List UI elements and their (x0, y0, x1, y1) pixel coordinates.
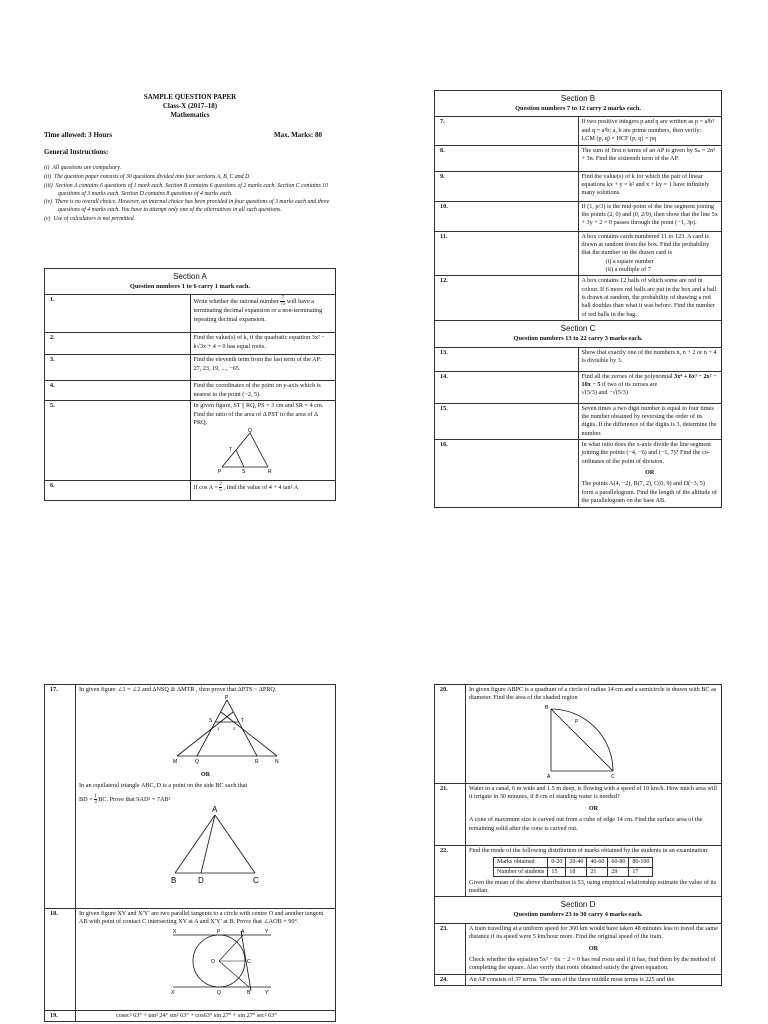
fig-label: M (173, 759, 178, 765)
question-text: If cos A = $\frac{2}{5}$ , find the value of 4 + 4 tan² A (190, 480, 336, 500)
time-allowed: Time allowed: 3 Hours (44, 130, 113, 139)
fig-label: C (611, 773, 615, 779)
fig-label: P (217, 928, 221, 935)
fig-label: 2 (233, 726, 236, 732)
table-row (435, 117, 722, 145)
section-a-table (44, 268, 336, 501)
fig-label: Y′ (265, 989, 270, 995)
section-a-sub: Question numbers 1 to 6 carry 1 mark each. (129, 282, 251, 290)
question-text: Write whether the rational number $\frac{7}{75}$ will have a terminating decimal expansion or a non-terminating repeating decimal expansion. (190, 295, 336, 333)
table-row: Marks obtained 0-20 20-40 40-60 60-80 80-100 (494, 858, 653, 867)
question-text: Show that exactly one of the numbers n, n + 2 or n + 4 is divisible by 3. (578, 347, 722, 371)
question-number: 22. (435, 846, 466, 897)
fraction: $\frac{1}{3}$ (94, 794, 97, 806)
fig-label: D (198, 876, 204, 886)
table-row (435, 923, 722, 974)
question-text: Seven times a two digit number is equal to four times the number obtained by reversing the order of its digits. If the difference of the digits is 3, determine the number. (578, 403, 722, 439)
question-text: cosec² 63° + tan² 24° sin² 63° + cos63° sin 27° + sin 27° sec² 63° (76, 1011, 336, 1022)
page1-left (44, 93, 336, 225)
table-row (435, 276, 722, 321)
table-row (435, 171, 722, 201)
question-number: 2. (45, 333, 191, 355)
instruction: (i) All questions are compulsory. (44, 165, 122, 172)
table-row (45, 685, 336, 909)
question-number: 20. (435, 685, 466, 784)
fig-label: R (255, 759, 259, 765)
table-row (435, 201, 722, 231)
table-row (435, 685, 722, 784)
tangent-circle-figure (167, 927, 277, 995)
max-marks: Max. Marks: 80 (273, 130, 322, 139)
time-marks-row (44, 131, 336, 140)
question-text: If two positive integers p and q are written as p = a²b³ and q = a³b; a, b are prime numbers, then verify: LCM (p, q) × HCF (p, q) = pq (578, 117, 722, 145)
fig-label: C (253, 876, 259, 886)
question-number: 13. (435, 347, 579, 371)
section-a-header (45, 269, 336, 295)
section-b-title: Section B (560, 94, 596, 103)
fig-label: O (211, 958, 215, 965)
fig-label: Q (217, 989, 221, 995)
table-row (45, 1011, 336, 1022)
fig-label: B (171, 876, 177, 886)
table-row (435, 974, 722, 985)
table-row (435, 403, 722, 439)
paper-title: SAMPLE QUESTION PAPER (143, 93, 237, 101)
question-text: Find the coordinates of the point on y-axis which is nearest to the point (−2, 5). (190, 381, 336, 401)
question-text: If (1, p/3) is the mid-point of the line segment joining the points (2, 0) and (0, 2/9), then show that the line 5x + 3y + 2 = 0 passes through the point (−1, 3p). (578, 201, 722, 231)
fig-label-p: P (217, 469, 221, 476)
question-number: 21. (435, 784, 466, 846)
table-row (435, 846, 722, 897)
fraction: $\frac{7}{75}$ (280, 296, 286, 308)
table-row (435, 784, 722, 846)
fig-label-r: R (267, 469, 272, 476)
question-number: 15. (435, 403, 579, 439)
section-d-title: Section D (560, 900, 596, 910)
question-text: The sum of first n terms of an AP is given by Sₙ = 2n² + 3n. Find the sixteenth term of the AP. (578, 145, 722, 171)
fig-label: S (209, 718, 213, 725)
fig-label: N (275, 759, 279, 765)
fig-label: Q (195, 759, 199, 765)
table-row (45, 381, 336, 401)
question-number: 8. (435, 145, 579, 171)
triangle-figure-q17 (167, 694, 287, 764)
table-row: Number of students 15 18 21 29 17 (494, 867, 653, 876)
table-row (45, 333, 336, 355)
table-row (45, 401, 336, 480)
instruction: (ii) The question paper consists of 30 questions divided into four sections A, B, C and D. (44, 173, 251, 180)
question-number: 19. (45, 1011, 76, 1022)
gi-title: General Instructions: (44, 147, 109, 156)
instruction: (iii) Section A contains 6 questions of 1 mark each. Section B contains 6 questions of 2 marks each. Section C contains 10 questions of 3 marks each. Section D contains 8 questions of 4 marks each. (44, 182, 328, 197)
table-row (435, 145, 722, 171)
question-text: Find the value(s) of k for which the pair of linear equations kx + y = k² and x + ky = 1 have infinitely many solutions. (578, 171, 722, 201)
section-c-title: Section C (560, 324, 596, 334)
question-number: 3. (45, 355, 191, 381)
instructions-list (44, 165, 336, 224)
question-number: 24. (435, 974, 466, 985)
section-a-title: Section A (173, 272, 207, 281)
marks-distribution-table (493, 857, 653, 876)
fig-label: A (241, 928, 245, 935)
table-row (435, 231, 722, 276)
fig-label: P (575, 718, 579, 725)
question-number: 14. (435, 371, 579, 403)
fig-label-t: T (228, 447, 232, 454)
instruction: (iv) There is no overall choice. However, an internal choice has been provided in four questions of 3 marks each and three questions of 4 marks each. You have to attempt only one of the alternatives in all such questions. (44, 199, 330, 214)
fig-label: B (247, 989, 251, 995)
fig-label: T (241, 718, 245, 725)
fig-label-s: S (241, 469, 245, 476)
question-text: Find the eleventh term from the last term of the AP: 27, 23, 19, ..., −65. (190, 355, 336, 381)
section-d-sub: Question numbers 23 to 30 carry 4 marks each. (513, 911, 643, 919)
fig-label: P (225, 695, 229, 702)
question-text: An AP consists of 37 terms. The sum of the three middle most terms is 225 and the (466, 974, 722, 985)
question-number: 16. (435, 439, 579, 507)
question-text: Find the value(s) of k, if the quadratic equation 3x² − k√3x + 4 = 0 has equal roots. (190, 333, 336, 355)
triangle-figure-q5 (208, 427, 288, 475)
question-text: In given figure, ST || RQ, PS = 3 cm and SR = 4 cm. Find the ratio of the area of Δ PST to the area of Δ PRQ. Q T P S R (190, 401, 336, 480)
fig-label: 1 (217, 726, 220, 732)
page2-right (434, 684, 722, 1024)
question-number: 11. (435, 231, 579, 276)
question-number: 9. (435, 171, 579, 201)
paper-class: Class-X (2017–18) (162, 102, 218, 111)
fig-label: A (212, 805, 218, 815)
equilateral-triangle-figure (165, 805, 265, 885)
page2-left (44, 684, 336, 1024)
question-text: A box contains 12 balls of which some are red in colour. If 6 more red balls are put in the box and a ball is drawn at random, the probability of drawing a red ball doubles than what it was before. Find the number of red balls in the bag. (578, 276, 722, 321)
table-row (45, 909, 336, 1011)
fig-label: C (247, 958, 251, 965)
section-d-header (435, 897, 722, 923)
fraction: $\frac{2}{5}$ (219, 481, 222, 493)
question-number: 12. (435, 276, 579, 321)
question-text: Find all the zeroes of the polynomial 3x⁴ + 6x³ − 2x² − 10x − 5 if two of its zeroes are √(5/3) and −√(5/3) (578, 371, 722, 403)
section-c-header (435, 321, 722, 347)
question-number: 18. (45, 909, 76, 1011)
table-row (435, 347, 722, 371)
page1-right (434, 90, 722, 508)
section-b-header (435, 91, 722, 117)
table-row (45, 355, 336, 381)
question-number: 7. (435, 117, 579, 145)
paper-subject: Mathematics (170, 111, 210, 120)
question-number: 1. (45, 295, 191, 333)
quadrant-figure (541, 703, 631, 779)
fig-label: X (173, 928, 177, 935)
question-text: In given figure ∠1 = ∠2 and ΔNSQ ≅ ΔMTR , then prove that ΔPTS ~ ΔPRQ. P S T M Q R N 1 2 OR In an equilateral triangle ABC, D is a point on the side BC such that BD = $\frac{1}{3}$ BC. Prove that 9AD² = 7AB² A B D C (76, 685, 336, 909)
question-number: 6. (45, 480, 191, 500)
fig-label: X′ (171, 989, 176, 995)
table-row (435, 439, 722, 507)
table-row (435, 371, 722, 403)
question-number: 23. (435, 923, 466, 974)
instruction: (v) Use of calculators is not permitted. (44, 216, 136, 223)
question-text: In what ratio does the x-axis divide the line segment joining the points (−4, −6) and (−1, 7)? Find the co-ordinates of the point of division. OR The points A(4, −2), B(7, 2), C(0, 9) and D(−3, 5) form a parallelogram. Find the length of the altitude of the parallelogram on the base AB. (578, 439, 722, 507)
fig-label: Y (265, 928, 269, 935)
question-number: 10. (435, 201, 579, 231)
fig-label: A (547, 773, 551, 779)
section-c-sub: Question numbers 13 to 22 carry 3 marks each. (513, 334, 643, 342)
fig-label-q: Q (247, 428, 252, 435)
question-text: Find the mode of the following distribution of marks obtained by the students in an examination: Marks obtained 0-20 20-40 40-60 60-80 80-100 Number of students 15 18 21 29 17 Given the mean of the above distribution is 53, using empirical relationship estimate the value of its median. (466, 846, 722, 897)
question-text: A box contains cards numbered 11 to 123. A card is drawn at random from the box. Find the probability that the number on the drawn card is (i) a square number (ii) a multiple of 7 (578, 231, 722, 276)
question-text: A train travelling at a uniform speed for 360 km would have taken 48 minutes less to travel the same distance if its speed were 5 km/hour more. Find the original speed of the train. OR Check whether the equation 5x² − 6x − 2 = 0 has real roots and if it has, find them by the method of completing the square. Also verify that roots obtained satisfy the given equation. (466, 923, 722, 974)
section-b-sub: Question numbers 7 to 12 carry 2 marks each. (515, 104, 641, 112)
question-number: 5. (45, 401, 191, 480)
question-text: In given figure ABPC is a quadrant of a circle of radius 14 cm and a semicircle is drawn with BC as diameter. Find the area of the shaded region B P A C (466, 685, 722, 784)
table-row (45, 295, 336, 333)
table-row (45, 480, 336, 500)
fig-label: B (545, 704, 549, 711)
question-number: 4. (45, 381, 191, 401)
question-text: In given figure XY and X′Y′ are two parallel tangents to a circle with centre O and another tangent AB with point of contact C intersecting XY at A and X′Y′ at B. Prove that ∠AOB = 90°. X P A Y O C X′ Q B Y′ (76, 909, 336, 1011)
question-text: Water in a canal, 6 m wide and 1.5 m deep, is flowing with a speed of 10 km/h. How much area will it irrigate in 30 minutes, if 8 cm of standing water is needed? OR A cone of maximum size is carved out from a cube of edge 14 cm. Find the surface area of the remaining solid after the cone is carved out. (466, 784, 722, 846)
question-number: 17. (45, 685, 76, 909)
